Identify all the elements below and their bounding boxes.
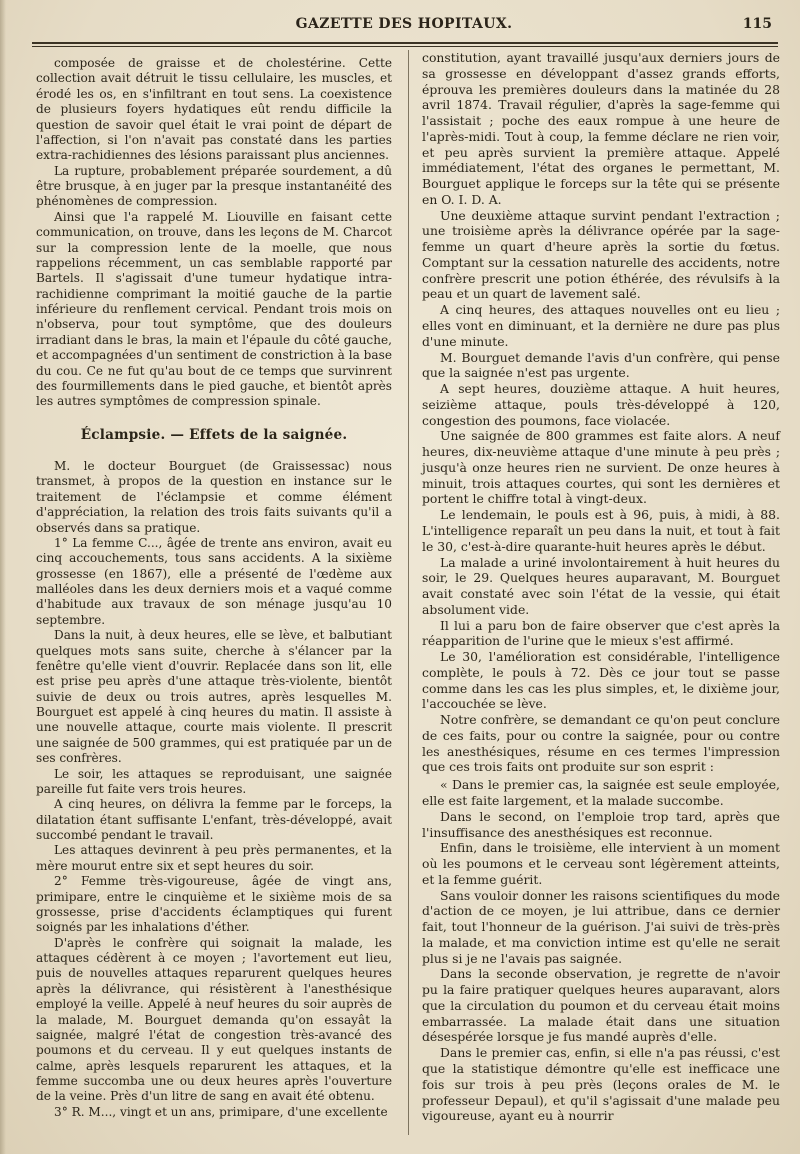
paragraph: Dans le premier cas, enfin, si elle n'a pas réussi, c'est que la statistique démontre qu'elle est inefficace une fois sur trois à peu près (leçons orales de M. le professeur Depaul), et qu'il s'agissait d'une malade peu vigoureuse, ayant eu à nourrir [422, 1045, 780, 1124]
paragraph: Les attaques devinrent à peu près permanentes, et la mère mourut entre six et sept heures du soir. [36, 843, 392, 873]
paragraph: M. Bourguet demande l'avis d'un confrère, qui pense que la saignée n'est pas urgente. [422, 349, 780, 381]
paragraph: 3° R. M..., vingt et un ans, primipare, d'une excellente [54, 1104, 388, 1119]
paragraph: Ainsi que l'a rappelé M. Liouville en faisant cette communication, on trouve, dans les leçons de M. Charcot sur la compression lente de la moelle, que nous rappelions récemment, un cas semblable rapporté par Bartels. Il s'agissait d'une tumeur hydatique intra-rachidienne comprimant la moitié gauche de la partie inférieure du renflement cervical. Pendant trois mois on n'observa, pour tout symptôme, que des douleurs irradiant dans le bras, la main et l'épaule du côté gauche, et accompagnées d'un sentiment de constriction à la base du cou. Ce ne fut qu'au bout de ce temps que survinrent des fourmillements dans le pied gauche, et bientôt après les autres symptômes de compression spinale. [36, 209, 392, 409]
paragraph: constitution, ayant travaillé jusqu'aux derniers jours de sa grossesse en développant d'assez grands efforts, éprouva les premières douleurs dans la matinée du 28 avril 1874. Travail régulier, d'après la sage-femme qui l'assistait ; poche des eaux rompue à une heure de l'après-midi. Tout à coup, la femme déclare ne rien voir, et peu après survient la première attaque. Appelé immédiatement, l'état des organes le permettant, M. Bourguet applique le forceps sur la tête qui se présente en O. I. D. A. [422, 50, 780, 207]
page-header [30, 14, 778, 36]
paragraph: Sans vouloir donner les raisons scientifiques du mode d'action de ce moyen, je lui attribue, dans ce dernier fait, tout l'honneur de la guérison. J'ai suivi de très-près la malade, et ma conviction intime est qu'elle ne serait plus si je ne l'avais pas saignée. [422, 887, 780, 966]
paragraph: A cinq heures, des attaques nouvelles ont eu lieu ; elles vont en diminuant, et la dernière ne dure pas plus d'une minute. [422, 302, 780, 349]
paragraph: Notre confrère, se demandant ce qu'on peut conclure de ces faits, pour ou contre la saignée, pour ou contre les anesthésiques, résume en ces termes l'impression que ces trois faits ont produite sur son esprit : [422, 712, 780, 775]
header-rule-thin [32, 46, 778, 47]
page-edge-shadow [0, 0, 6, 1154]
paragraph: Le lendemain, le pouls est à 96, puis, à midi, à 88. L'intelligence reparaît un peu dans la nuit, et tout à fait le 30, c'est-à-dire quarante-huit heures après le début. [422, 507, 780, 554]
paragraph: Le 30, l'amélioration est considérable, l'intelligence complète, le pouls à 72. Dès ce jour tout se passe comme dans les cas les plus simples, et, le dixième jour, l'accouchée se lève. [422, 649, 780, 712]
left-column [36, 56, 392, 1120]
paragraph: A cinq heures, on délivra la femme par le forceps, la dilatation étant suffisante L'enfant, très-développé, avait succombé pendant le travail. [36, 797, 392, 842]
header-rule-thick [32, 42, 778, 44]
paragraph: « Dans le premier cas, la saignée est seule employée, elle est faite largement, et la malade succombe. [422, 777, 780, 808]
paragraph: M. le docteur Bourguet (de Graissessac) nous transmet, à propos de la question en instance sur le traitement de l'éclampsie et comme élément d'appréciation, la relation des trois faits suivants qu'il a observés dans sa pratique. [36, 459, 392, 535]
running-title: GAZETTE DES HOPITAUX. [295, 16, 513, 32]
paragraph: Une deuxième attaque survint pendant l'extraction ; une troisième après la délivrance opérée par la sage-femme un quart d'heure après la sortie du fœtus. Comptant sur la cessation naturelle des accidents, notre confrère prescrit une potion éthérée, des révulsifs à la peau et un quart de lavement salé. [422, 207, 780, 302]
paragraph: Dans la seconde observation, je regrette de n'avoir pu la faire pratiquer quelques heures auparavant, alors que la circulation du poumon et du cerveau était moins embarrassée. La malade était dans une situation désespérée lorsque je fus mandé auprès d'elle. [422, 966, 780, 1045]
paragraph: La rupture, probablement préparée sourdement, a dû être brusque, à en juger par la presque instantanéité des phénomènes de compression. [36, 163, 392, 209]
paragraph: Enfin, dans le troisième, elle intervient à un moment où les poumons et le cerveau sont légèrement atteints, et la femme guérit. [422, 840, 780, 887]
paragraph: Dans le second, on l'emploie trop tard, après que l'insuffisance des anesthésiques est reconnue. [422, 808, 780, 840]
paragraph: D'après le confrère qui soignait la malade, les attaques cédèrent à ce moyen ; l'avortement eut lieu, puis de nouvelles attaques reparurent quelques heures après la délivrance, qui résistèrent à l'anesthésique employé la veille. Appelé à neuf heures du soir auprès de la malade, M. Bourguet demanda qu'on essayât la saignée, malgré l'état de congestion très-avancé des poumons et du cerveau. Il y eut quelques instants de calme, après lesquels reparurent les attaques, et la femme succomba une ou deux heures après l'ouverture de la veine. Près d'un litre de sang en avait été obtenu. [36, 935, 392, 1104]
paragraph: La malade a uriné involontairement à huit heures du soir, le 29. Quelques heures auparavant, M. Bourguet avait constaté avec soin l'état de la vessie, qui était absolument vide. [422, 554, 780, 617]
page-number: 115 [742, 16, 772, 32]
paragraph: Dans la nuit, à deux heures, elle se lève, et balbutiant quelques mots sans suite, cherche à s'élancer par la fenêtre qu'elle vient d'ouvrir. Replacée dans son lit, elle est prise peu après d'une attaque très-violente, bientôt suivie de deux ou trois autres, après lesquelles M. Bourguet est appelé à cinq heures du matin. Il assiste à une nouvelle attaque, courte mais violente. Il prescrit une saignée de 500 grammes, qui est pratiquée par un de ses confrères. [36, 628, 392, 766]
paragraph: 2° Femme très-vigoureuse, âgée de vingt ans, primipare, entre le cinquième et le sixième mois de sa grossesse, prise d'accidents éclamptiques qui furent soignés par les inhalations d'éther. [36, 874, 392, 935]
paragraph: composée de graisse et de cholestérine. Cette collection avait détruit le tissu cellulaire, les muscles, et érodé les os, en s'infiltrant en tout sens. La coexistence de plusieurs foyers hydatiques eût rendu difficile la question de savoir quel était le vrai point de départ de l'affection, si l'on n'avait pas constaté dans les parties extra-rachidiennes des lésions paraissant plus anciennes. [36, 56, 392, 163]
section-heading: Éclampsie. — Effets de la saignée. [80, 426, 348, 443]
right-column [422, 50, 780, 1124]
column-divider [408, 50, 409, 1135]
paragraph: 1° La femme C..., âgée de trente ans environ, avait eu cinq accouchements, tous sans accidents. A la sixième grossesse (en 1867), elle a présenté de l'œdème aux malléoles dans les deux derniers mois et a vaqué comme d'habitude aux travaux de son ménage jusqu'au 10 septembre. [36, 535, 392, 627]
paragraph: A sept heures, douzième attaque. A huit heures, seizième attaque, pouls très-développé à 120, congestion des poumons, face violacée. [422, 381, 780, 428]
paragraph: Le soir, les attaques se reproduisant, une saignée pareille fut faite vers trois heures. [36, 766, 392, 796]
paragraph: Il lui a paru bon de faire observer que c'est après la réapparition de l'urine que le mieux s'est affirmé. [422, 617, 780, 649]
paragraph: Une saignée de 800 grammes est faite alors. A neuf heures, dix-neuvième attaque d'une minute à peu près ; jusqu'à onze heures rien ne survient. De onze heures à minuit, trois attaques courtes, qui sont les dernières et portent le chiffre total à vingt-deux. [422, 428, 780, 507]
